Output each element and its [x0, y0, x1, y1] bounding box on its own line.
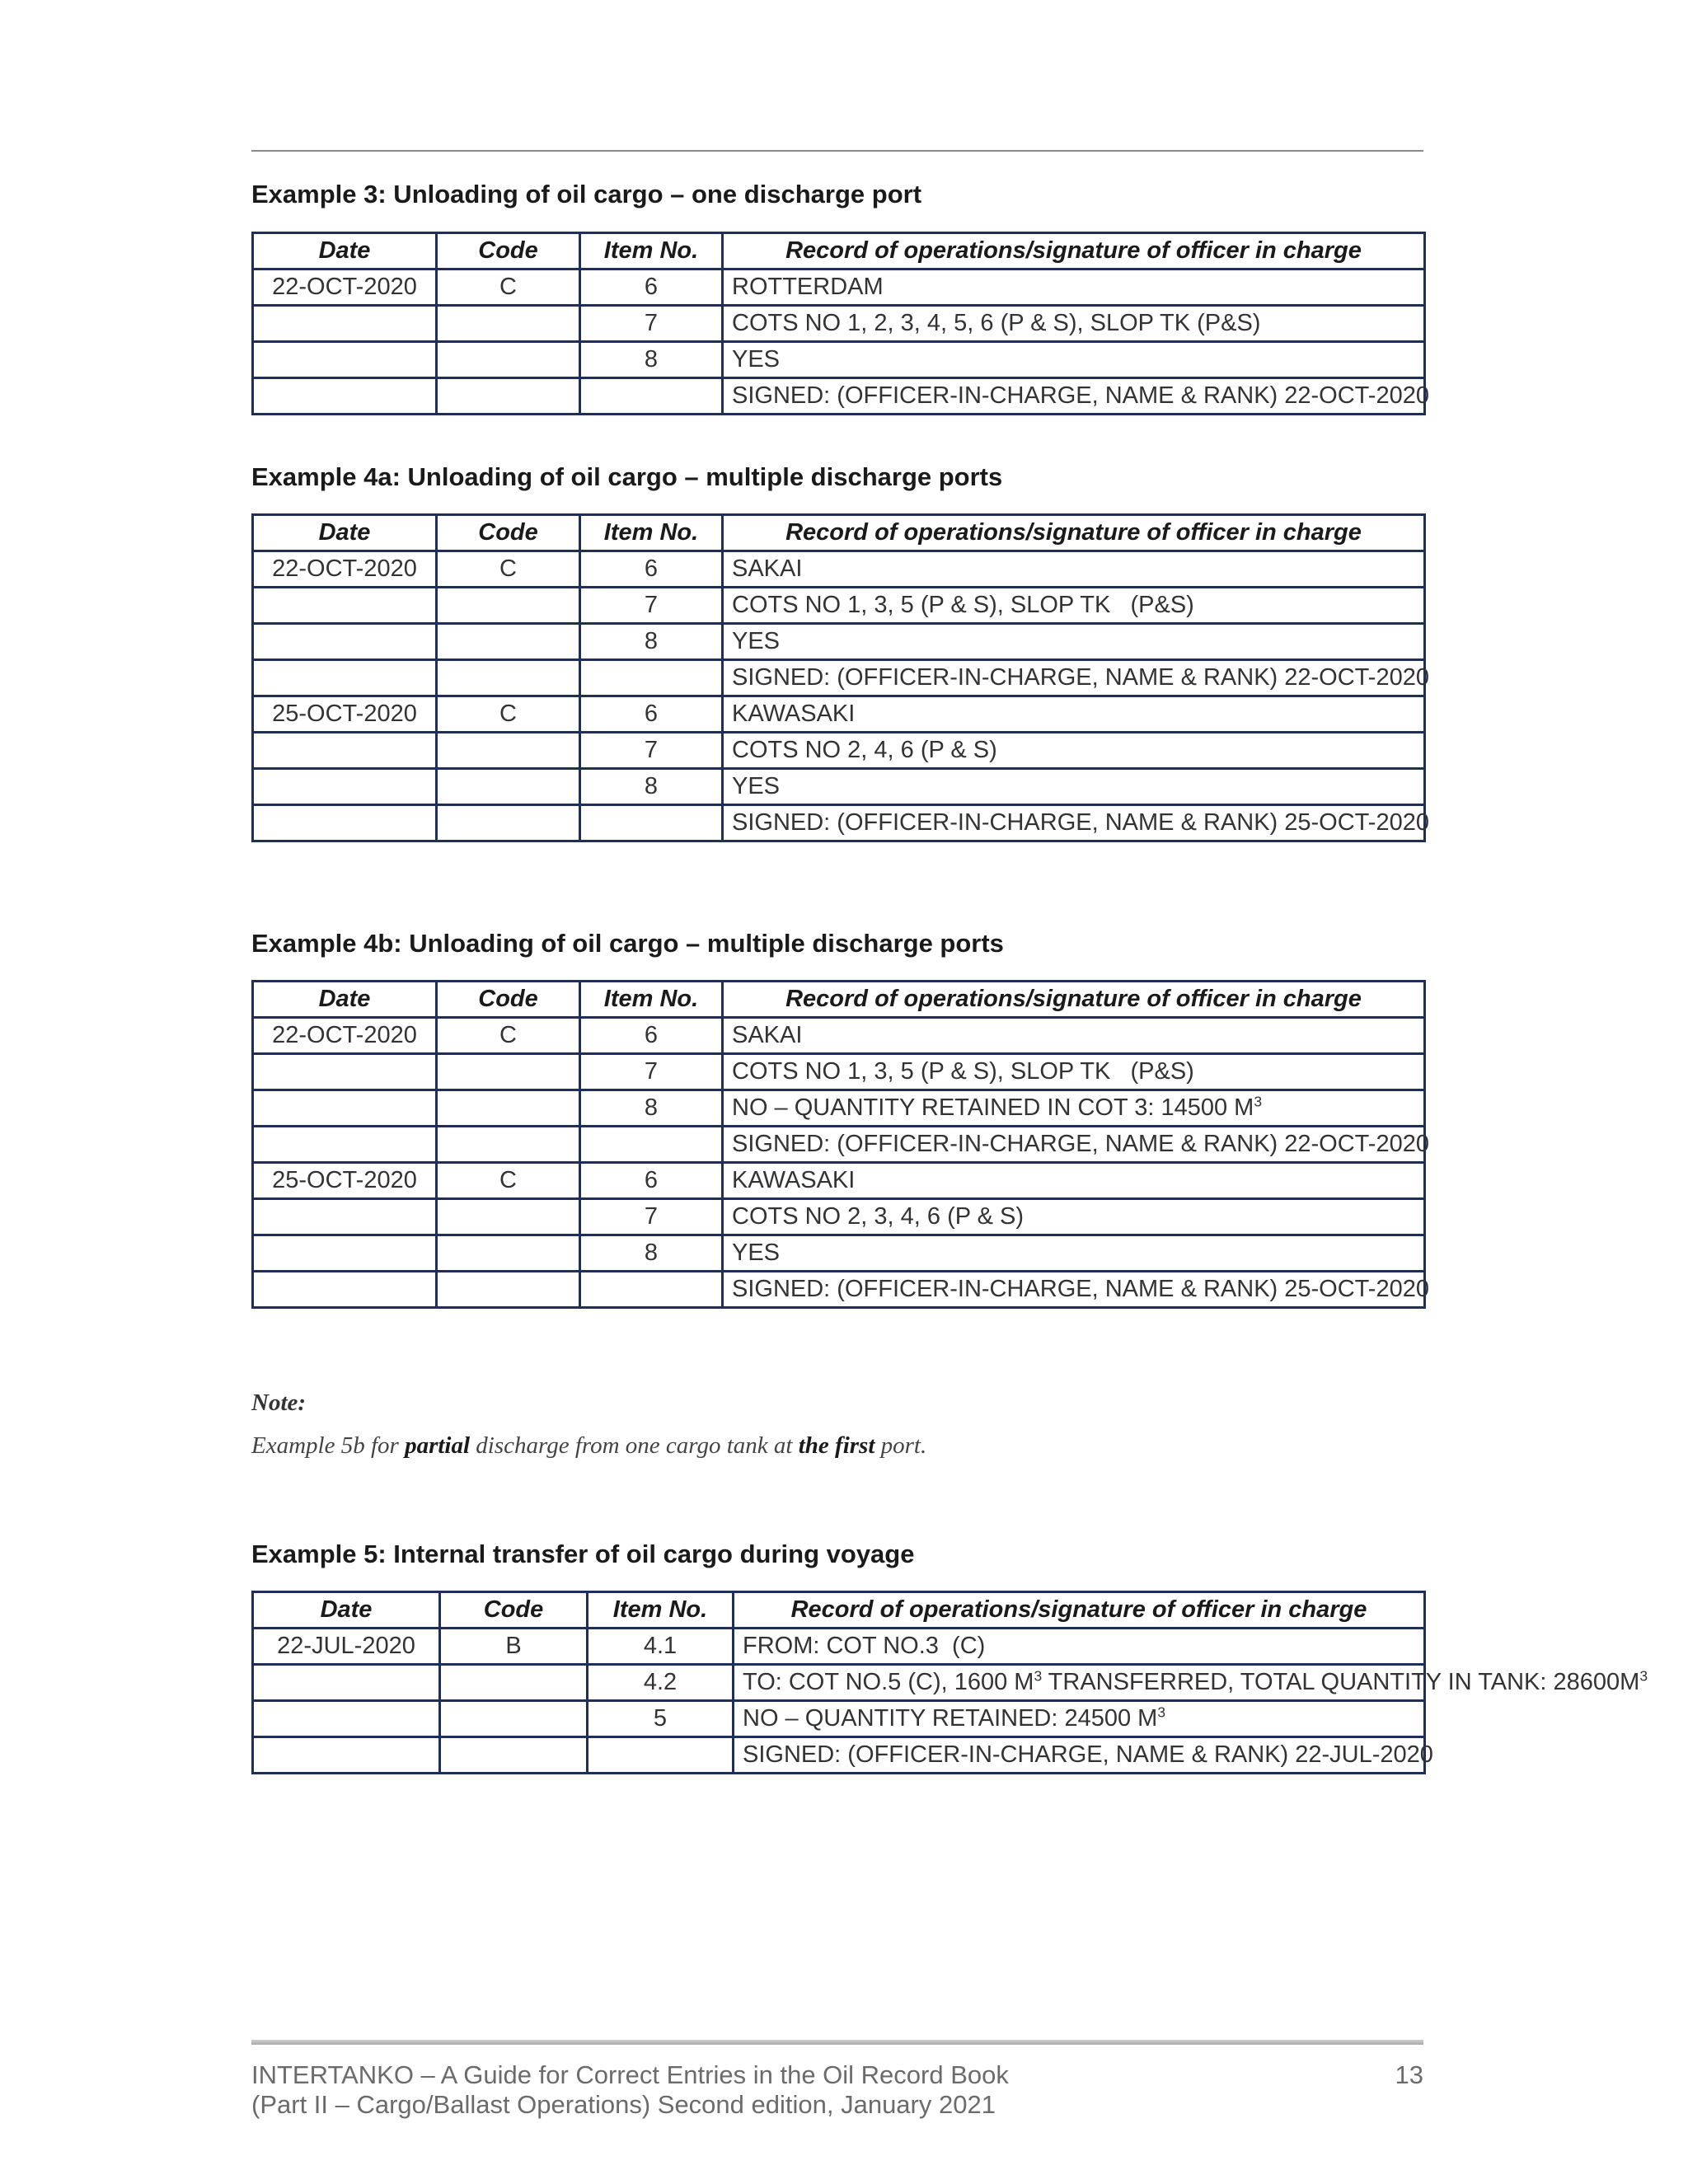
cell-record: YES — [723, 1235, 1425, 1272]
cell-record: SIGNED: (OFFICER-IN-CHARGE, NAME & RANK) 22-OCT-2020 — [723, 660, 1425, 696]
cell-record: COTS NO 2, 4, 6 (P & S) — [723, 733, 1425, 769]
cell-code: C — [437, 1018, 580, 1054]
cell-record: COTS NO 1, 2, 3, 4, 5, 6 (P & S), SLOP TK (P&S) — [723, 306, 1425, 342]
cell-record: TO: COT NO.5 (C), 1600 $M^3$ TRANSFERRED, TOTAL QUANTITY IN TANK: $28600M^3$ — [734, 1665, 1425, 1701]
cell-code — [437, 1199, 580, 1235]
header-item-no: Item No. — [580, 982, 723, 1018]
table-row — [253, 696, 1425, 733]
table-header-row — [253, 982, 1425, 1018]
cell-date — [253, 1235, 437, 1272]
example-5-table — [251, 1591, 1648, 1774]
table-row — [253, 588, 1425, 624]
header-item-no: Item No. — [580, 233, 723, 269]
cell-item: 8 — [580, 342, 723, 378]
cell-date: 22-OCT-2020 — [253, 269, 437, 306]
table-row — [253, 805, 1425, 841]
example-4a-title: Example 4a: Unloading of oil cargo – multiple discharge ports — [251, 462, 1003, 491]
table-row — [253, 1629, 1425, 1665]
example-4b-title: Example 4b: Unloading of oil cargo – multiple discharge ports — [251, 929, 1004, 958]
cell-record: SAKAI — [723, 551, 1425, 588]
cell-item: 4.2 — [588, 1665, 734, 1701]
table-row — [253, 1199, 1425, 1235]
cell-record: ROTTERDAM — [723, 269, 1425, 306]
cell-record: KAWASAKI — [723, 696, 1425, 733]
note-text: Example 5b for partial discharge from one cargo tank at the first port. — [251, 1432, 927, 1459]
table-row — [253, 269, 1425, 306]
cell-item — [580, 1127, 723, 1163]
header-record: Record of operations/signature of officer in charge — [734, 1592, 1425, 1629]
cell-date: 22-OCT-2020 — [253, 1018, 437, 1054]
cell-code: C — [437, 551, 580, 588]
table-row — [253, 1701, 1425, 1737]
table-header-row — [253, 233, 1425, 269]
cell-item: 6 — [580, 1018, 723, 1054]
cell-code — [437, 660, 580, 696]
cell-date — [253, 1127, 437, 1163]
cell-record: NO – QUANTITY RETAINED: 24500 $M^3$ — [734, 1701, 1425, 1737]
header-record: Record of operations/signature of officer in charge — [723, 982, 1425, 1018]
footer-divider — [251, 2040, 1423, 2045]
cell-record: SIGNED: (OFFICER-IN-CHARGE, NAME & RANK) 22-JUL-2020 — [734, 1737, 1425, 1774]
header-code: Code — [437, 515, 580, 551]
table-row — [253, 1054, 1425, 1090]
cell-record: YES — [723, 342, 1425, 378]
cell-date — [253, 378, 437, 415]
example-5-title: Example 5: Internal transfer of oil cargo during voyage — [251, 1540, 915, 1568]
cell-item: 4.1 — [588, 1629, 734, 1665]
cell-record: COTS NO 1, 3, 5 (P & S), SLOP TK (P&S) — [723, 1054, 1425, 1090]
cell-record: COTS NO 1, 3, 5 (P & S), SLOP TK (P&S) — [723, 588, 1425, 624]
cell-code: B — [440, 1629, 588, 1665]
cell-record: SIGNED: (OFFICER-IN-CHARGE, NAME & RANK) 22-OCT-2020 — [723, 378, 1425, 415]
table-row — [253, 1235, 1425, 1272]
table-header-row — [253, 1592, 1425, 1629]
cell-item: 8 — [580, 769, 723, 805]
cell-item: 6 — [580, 551, 723, 588]
cell-date — [253, 624, 437, 660]
example-3-title: Example 3: Unloading of oil cargo – one discharge port — [251, 180, 922, 209]
cell-date — [253, 1737, 440, 1774]
table-row — [253, 660, 1425, 696]
footer-edition: (Part II – Cargo/Ballast Operations) Second edition, January 2021 — [251, 2090, 996, 2119]
cell-record: KAWASAKI — [723, 1163, 1425, 1199]
header-date: Date — [253, 1592, 440, 1629]
cell-date — [253, 342, 437, 378]
cell-record: SAKAI — [723, 1018, 1425, 1054]
cell-record: COTS NO 2, 3, 4, 6 (P & S) — [723, 1199, 1425, 1235]
cell-code — [437, 588, 580, 624]
cell-item: 7 — [580, 733, 723, 769]
cell-date — [253, 769, 437, 805]
cell-item: 7 — [580, 1199, 723, 1235]
top-divider — [251, 150, 1423, 152]
cell-code — [437, 1272, 580, 1308]
example-4a-table — [251, 513, 1429, 842]
cell-code — [440, 1737, 588, 1774]
cell-item: 8 — [580, 1235, 723, 1272]
cell-date — [253, 1054, 437, 1090]
cell-code — [437, 733, 580, 769]
table-row — [253, 1090, 1425, 1127]
table-row — [253, 769, 1425, 805]
cell-item — [580, 660, 723, 696]
cell-item: 7 — [580, 1054, 723, 1090]
cell-item: 6 — [580, 1163, 723, 1199]
cell-code — [437, 624, 580, 660]
cell-item — [580, 1272, 723, 1308]
cell-code — [440, 1665, 588, 1701]
cell-item: 7 — [580, 588, 723, 624]
note-heading: Note: — [251, 1390, 307, 1416]
table-row — [253, 551, 1425, 588]
cell-date — [253, 1199, 437, 1235]
cell-date: 25-OCT-2020 — [253, 696, 437, 733]
cell-record: SIGNED: (OFFICER-IN-CHARGE, NAME & RANK) 22-OCT-2020 — [723, 1127, 1425, 1163]
cell-record: NO – QUANTITY RETAINED IN COT 3: 14500 $M^3$ — [723, 1090, 1425, 1127]
cell-code — [440, 1701, 588, 1737]
cell-date — [253, 306, 437, 342]
header-code: Code — [440, 1592, 588, 1629]
cell-code — [437, 1127, 580, 1163]
table-row — [253, 342, 1425, 378]
cell-item: 5 — [588, 1701, 734, 1737]
cell-code — [437, 1090, 580, 1127]
header-code: Code — [437, 982, 580, 1018]
table-row — [253, 733, 1425, 769]
cell-date — [253, 588, 437, 624]
cell-item: 8 — [580, 1090, 723, 1127]
cell-date — [253, 1701, 440, 1737]
cell-code — [437, 378, 580, 415]
cell-code: C — [437, 696, 580, 733]
table-row — [253, 378, 1425, 415]
cell-date — [253, 733, 437, 769]
header-item-no: Item No. — [580, 515, 723, 551]
cell-record: YES — [723, 624, 1425, 660]
cell-record: SIGNED: (OFFICER-IN-CHARGE, NAME & RANK) 25-OCT-2020 — [723, 1272, 1425, 1308]
table-row — [253, 1163, 1425, 1199]
cell-item — [580, 378, 723, 415]
table-row — [253, 624, 1425, 660]
cell-item: 6 — [580, 269, 723, 306]
cell-date — [253, 1272, 437, 1308]
cell-code: C — [437, 1163, 580, 1199]
cell-date — [253, 1090, 437, 1127]
header-code: Code — [437, 233, 580, 269]
table-row — [253, 1272, 1425, 1308]
cell-record: YES — [723, 769, 1425, 805]
page-number: 13 — [1395, 2060, 1423, 2089]
header-record: Record of operations/signature of officer in charge — [723, 515, 1425, 551]
cell-code — [437, 342, 580, 378]
table-row — [253, 1665, 1425, 1701]
cell-record: FROM: COT NO.3 (C) — [734, 1629, 1425, 1665]
cell-item — [580, 805, 723, 841]
cell-record: SIGNED: (OFFICER-IN-CHARGE, NAME & RANK) 25-OCT-2020 — [723, 805, 1425, 841]
table-row — [253, 306, 1425, 342]
cell-date — [253, 805, 437, 841]
table-row — [253, 1018, 1425, 1054]
cell-item: 8 — [580, 624, 723, 660]
cell-item: 6 — [580, 696, 723, 733]
header-date: Date — [253, 233, 437, 269]
header-date: Date — [253, 515, 437, 551]
cell-code — [437, 769, 580, 805]
table-row — [253, 1127, 1425, 1163]
cell-code — [437, 805, 580, 841]
header-record: Record of operations/signature of officer in charge — [723, 233, 1425, 269]
cell-date — [253, 1665, 440, 1701]
cell-code — [437, 1235, 580, 1272]
cell-date: 22-JUL-2020 — [253, 1629, 440, 1665]
cell-date: 25-OCT-2020 — [253, 1163, 437, 1199]
cell-code: C — [437, 269, 580, 306]
header-date: Date — [253, 982, 437, 1018]
cell-item — [588, 1737, 734, 1774]
cell-code — [437, 1054, 580, 1090]
cell-date: 22-OCT-2020 — [253, 551, 437, 588]
table-row — [253, 1737, 1425, 1774]
footer-publication-title: INTERTANKO – A Guide for Correct Entries in the Oil Record Book — [251, 2060, 1009, 2089]
cell-item: 7 — [580, 306, 723, 342]
example-4b-table — [251, 980, 1429, 1309]
header-item-no: Item No. — [588, 1592, 734, 1629]
table-header-row — [253, 515, 1425, 551]
example-3-table — [251, 232, 1429, 415]
cell-code — [437, 306, 580, 342]
cell-date — [253, 660, 437, 696]
